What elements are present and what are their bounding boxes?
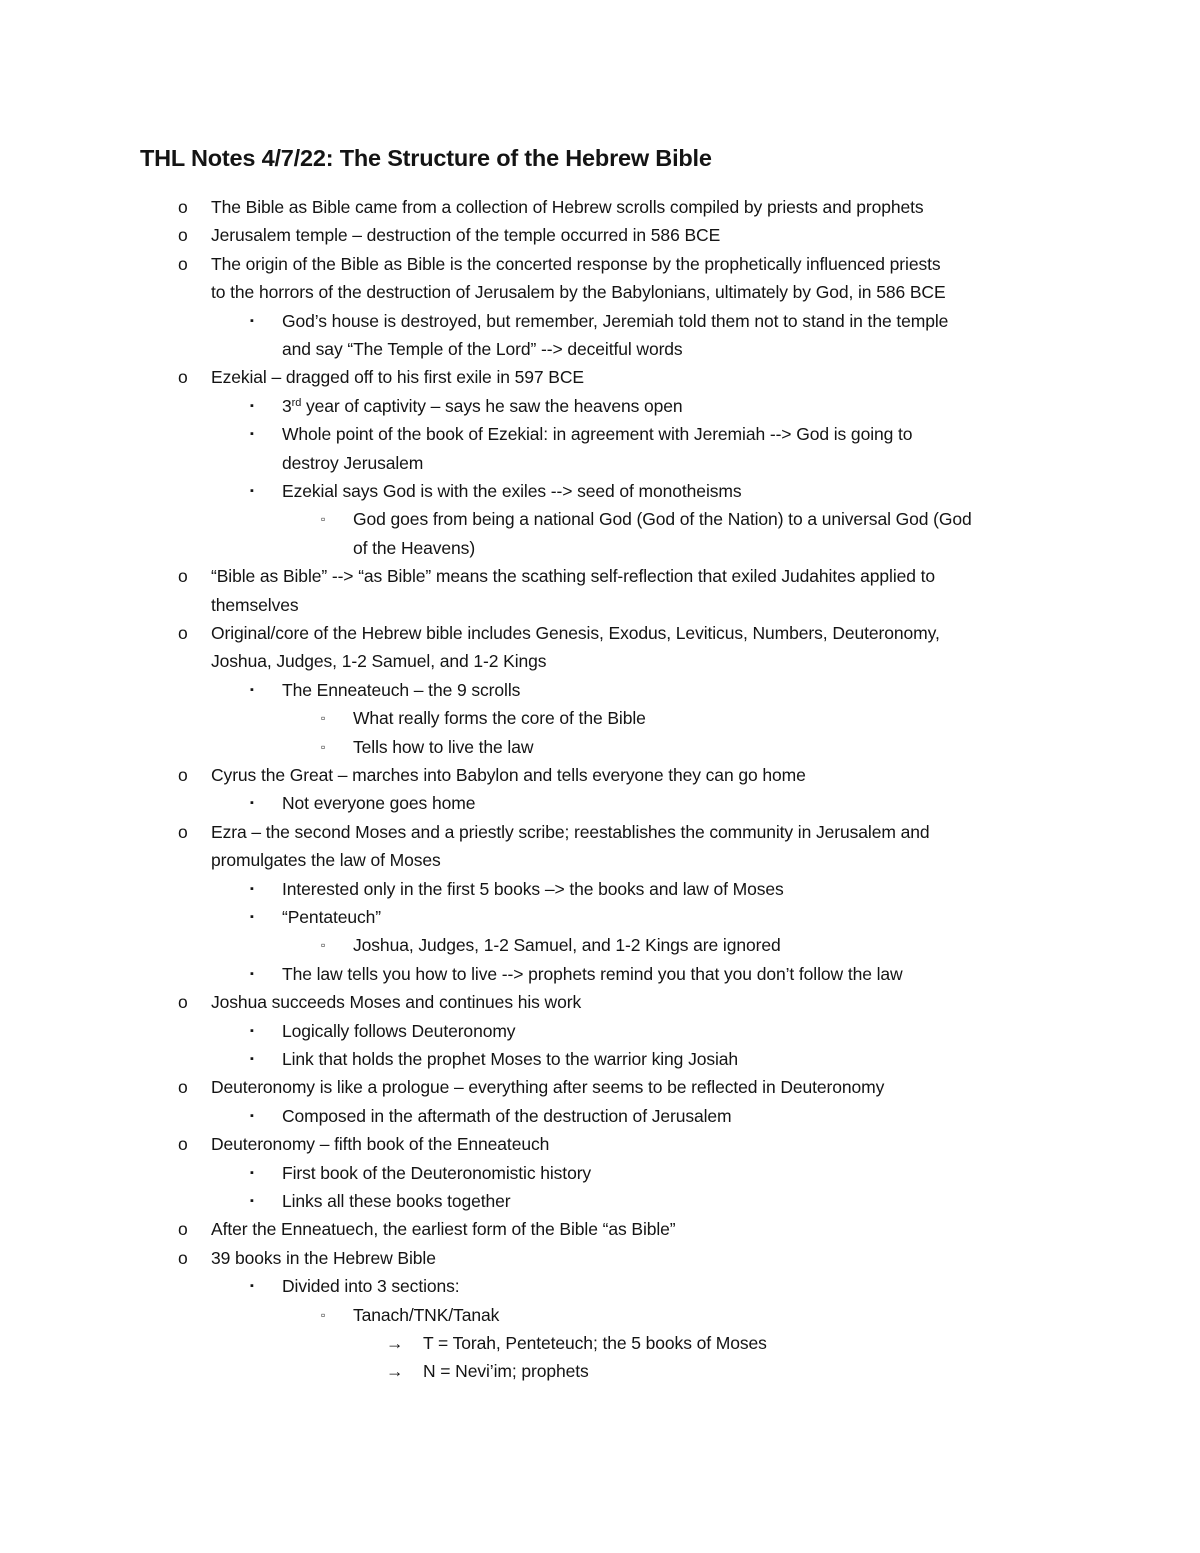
list-marker: ▪ xyxy=(250,428,254,441)
list-item: Links all these books together xyxy=(282,1191,511,1211)
list-marker: o xyxy=(178,992,188,1013)
list-item: Ezra – the second Moses and a priestly scribe; reestablishes the community in Jerusalem and xyxy=(211,821,930,842)
list-item: What really forms the core of the Bible xyxy=(353,708,646,729)
list-marker: ▫ xyxy=(321,938,326,953)
list-item: N = Nevi’im; prophets xyxy=(423,1361,589,1382)
list-item: Interested only in the first 5 books –> the books and law of Moses xyxy=(282,878,784,899)
list-marker: o xyxy=(178,1219,188,1240)
list-item-continuation: Joshua, Judges, 1-2 Samuel, and 1-2 Kings xyxy=(211,651,547,672)
ordinal-superscript: rd xyxy=(291,396,302,409)
list-item-continuation: to the horrors of the destruction of Jerusalem by the Babylonians, ultimately by God, in 586 BCE xyxy=(211,282,946,303)
list-item: Not everyone goes home xyxy=(282,793,476,814)
list-item: “Pentateuch” xyxy=(282,907,381,927)
list-marker: ▪ xyxy=(250,1195,254,1207)
list-marker: o xyxy=(178,197,188,217)
list-item: Link that holds the prophet Moses to the warrior king Josiah xyxy=(282,1049,739,1069)
page-title: THL Notes 4/7/22: The Structure of the Hebrew Bible xyxy=(140,145,712,171)
list-item-continuation: promulgates the law of Moses xyxy=(211,850,441,871)
list-item-text: 3 xyxy=(282,395,292,416)
list-item: Joshua succeeds Moses and continues his work xyxy=(211,992,582,1013)
list-marker: o xyxy=(178,765,188,785)
list-item: The Bible as Bible came from a collection of Hebrew scrolls compiled by priests and prophets xyxy=(211,197,924,217)
list-marker: ▫ xyxy=(321,739,326,754)
list-item: Tanach/TNK/Tanak xyxy=(353,1304,500,1325)
list-marker: ▪ xyxy=(250,1024,254,1037)
list-item xyxy=(282,396,683,416)
list-item: Tells how to live the law xyxy=(353,736,534,757)
list-marker: ▪ xyxy=(250,485,254,497)
list-item: God’s house is destroyed, but remember, Jeremiah told them not to stand in the temple xyxy=(282,310,949,331)
list-item: Deuteronomy is like a prologue – everything after seems to be reflected in Deuteronomy xyxy=(211,1077,885,1098)
list-marker: o xyxy=(178,566,188,587)
list-item: First book of the Deuteronomistic history xyxy=(282,1162,592,1183)
list-item: Joshua, Judges, 1-2 Samuel, and 1-2 Kings are ignored xyxy=(353,935,781,956)
list-item: The law tells you how to live --> prophets remind you that you don’t follow the law xyxy=(282,963,903,984)
list-marker: o xyxy=(178,367,188,388)
list-item: Composed in the aftermath of the destruction of Jerusalem xyxy=(282,1105,732,1126)
list-marker: ▪ xyxy=(250,683,254,696)
list-marker: ▪ xyxy=(250,797,254,810)
list-marker: → xyxy=(386,1361,404,1382)
list-item: The Enneateuch – the 9 scrolls xyxy=(282,679,521,700)
list-marker: ▪ xyxy=(250,1166,254,1179)
list-marker: ▫ xyxy=(321,1307,326,1322)
list-item: 39 books in the Hebrew Bible xyxy=(211,1247,436,1268)
list-marker: ▪ xyxy=(250,882,254,895)
list-item-text: year of captivity – says he saw the heavens open xyxy=(301,395,683,416)
list-marker: → xyxy=(386,1333,404,1353)
list-marker: ▪ xyxy=(250,1109,254,1122)
list-marker: ▪ xyxy=(250,314,254,327)
list-item: The origin of the Bible as Bible is the concerted response by the prophetically influenced priests xyxy=(211,253,941,274)
list-item: Deuteronomy – fifth book of the Enneateuch xyxy=(211,1134,550,1155)
list-item-continuation: destroy Jerusalem xyxy=(282,452,424,473)
list-marker: ▫ xyxy=(321,512,326,527)
list-marker: o xyxy=(178,1077,188,1098)
list-item: Divided into 3 sections: xyxy=(282,1276,460,1297)
list-marker: o xyxy=(178,253,188,274)
list-item: Original/core of the Hebrew bible includes Genesis, Exodus, Leviticus, Numbers, Deuteronomy, xyxy=(211,623,940,643)
list-item: God goes from being a national God (God of the Nation) to a universal God (God xyxy=(353,509,972,530)
list-item-continuation: themselves xyxy=(211,594,299,615)
list-marker: o xyxy=(178,1247,188,1268)
list-item: Ezekial – dragged off to his first exile in 597 BCE xyxy=(211,367,584,388)
list-item: Logically follows Deuteronomy xyxy=(282,1020,516,1041)
list-item: “Bible as Bible” --> “as Bible” means the scathing self-reflection that exiled Judahites applied to xyxy=(211,566,936,587)
list-item-continuation: and say “The Temple of the Lord” --> deceitful words xyxy=(282,339,683,359)
list-item: Jerusalem temple – destruction of the temple occurred in 586 BCE xyxy=(211,225,721,246)
list-marker: ▪ xyxy=(250,967,254,980)
list-marker: ▪ xyxy=(250,1053,254,1065)
list-marker: ▪ xyxy=(250,911,254,923)
list-item: After the Enneatuech, the earliest form of the Bible “as Bible” xyxy=(211,1219,676,1240)
list-marker: o xyxy=(178,623,188,643)
list-marker: ▪ xyxy=(250,399,254,412)
list-marker: o xyxy=(178,1134,188,1155)
list-item: Whole point of the book of Ezekial: in agreement with Jeremiah --> God is going to xyxy=(282,424,913,445)
list-marker: ▫ xyxy=(321,711,326,726)
list-item: Cyrus the Great – marches into Babylon and tells everyone they can go home xyxy=(211,765,806,785)
list-item: T = Torah, Penteteuch; the 5 books of Moses xyxy=(423,1333,767,1353)
list-item-continuation: of the Heavens) xyxy=(353,537,476,558)
list-item: Ezekial says God is with the exiles --> seed of monotheisms xyxy=(282,481,742,501)
list-marker: o xyxy=(178,821,188,842)
list-marker: o xyxy=(178,225,188,246)
list-marker: ▪ xyxy=(250,1280,254,1293)
